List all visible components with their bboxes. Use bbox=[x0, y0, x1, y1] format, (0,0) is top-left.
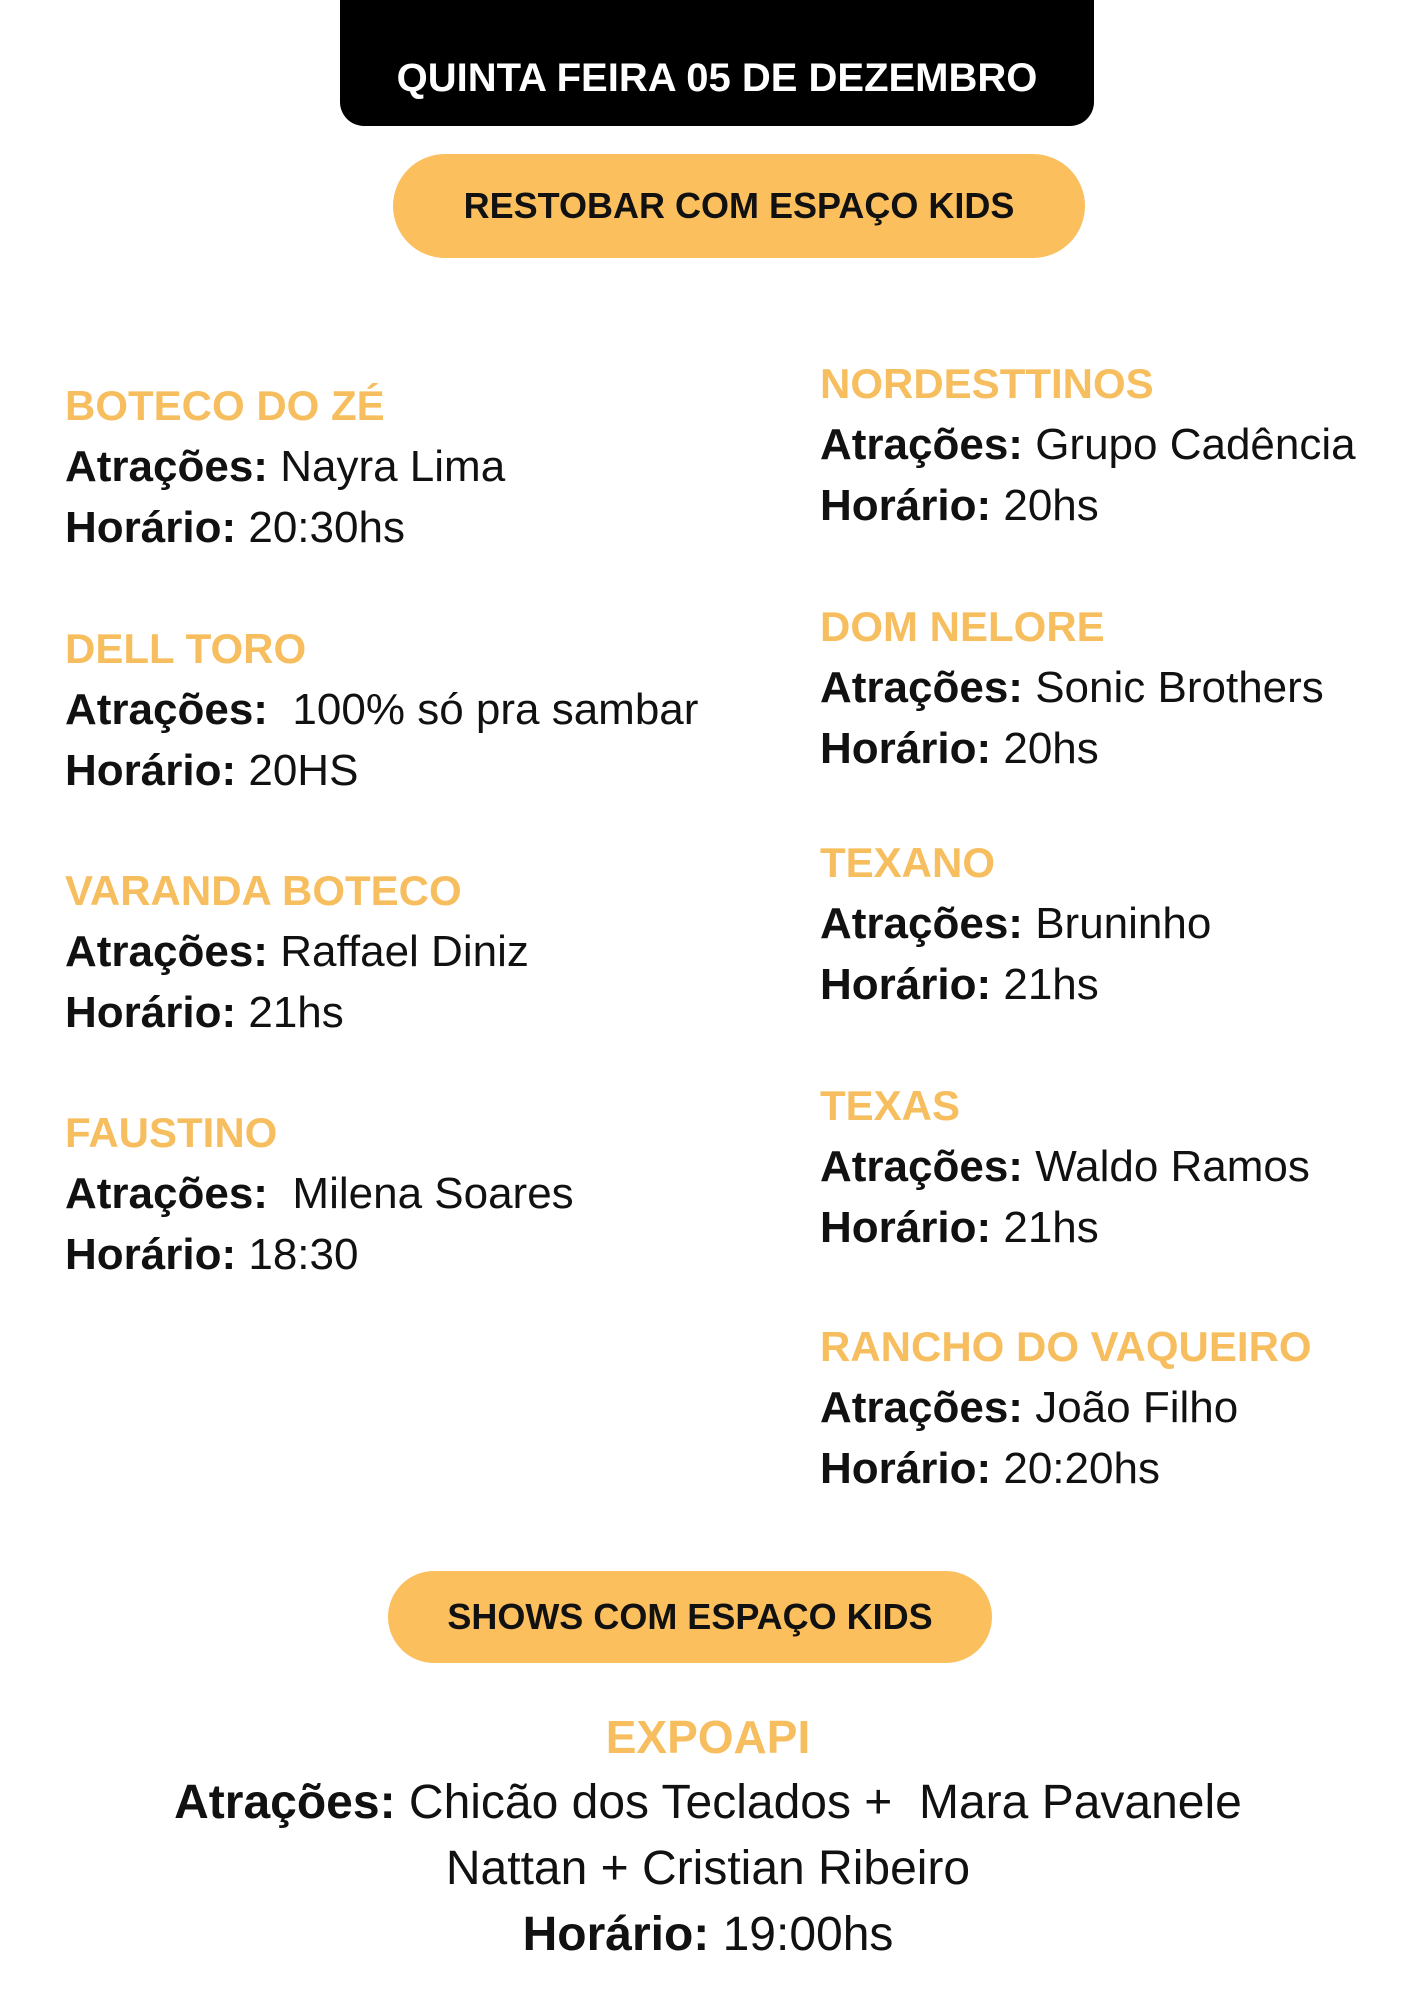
venue-name: NORDESTTINOS bbox=[820, 360, 1154, 407]
attractions-value: Milena Soares bbox=[280, 1169, 574, 1218]
expoapi-card bbox=[0, 1704, 1416, 1968]
schedule-line bbox=[820, 475, 1356, 536]
schedule-line bbox=[820, 1197, 1310, 1258]
schedule-line bbox=[65, 982, 529, 1043]
attractions-line bbox=[65, 921, 529, 982]
attractions-label: Atrações: bbox=[820, 663, 1023, 712]
schedule-label: Horário: bbox=[65, 988, 237, 1037]
venue-card bbox=[820, 353, 1356, 536]
schedule-value: 21hs bbox=[248, 988, 344, 1037]
venue-name: DELL TORO bbox=[65, 625, 307, 672]
schedule-value: 20:20hs bbox=[1003, 1444, 1160, 1493]
schedule-label: Horário: bbox=[65, 1230, 237, 1279]
schedule-value: 20hs bbox=[1003, 724, 1099, 773]
venue-name: RANCHO DO VAQUEIRO bbox=[820, 1323, 1312, 1370]
attractions-line bbox=[65, 1163, 574, 1224]
venue-name: EXPOAPI bbox=[605, 1711, 811, 1763]
attractions-label: Atrações: bbox=[820, 1383, 1023, 1432]
attractions-line bbox=[820, 1377, 1312, 1438]
schedule-label: Horário: bbox=[65, 746, 237, 795]
venue-card bbox=[820, 832, 1211, 1015]
attractions-line bbox=[820, 657, 1324, 718]
attractions-value: 100% só pra sambar bbox=[280, 685, 699, 734]
venue-name: BOTECO DO ZÉ bbox=[65, 382, 385, 429]
attractions-value: Waldo Ramos bbox=[1035, 1142, 1310, 1191]
schedule-label: Horário: bbox=[65, 503, 237, 552]
attractions-line bbox=[820, 893, 1211, 954]
attractions-value: Chicão dos Teclados + Mara Pavanele bbox=[408, 1776, 1242, 1829]
schedule-label: Horário: bbox=[820, 481, 992, 530]
schedule-line bbox=[65, 497, 505, 558]
attractions-label: Atrações: bbox=[820, 1142, 1023, 1191]
schedule-label: Horário: bbox=[820, 1203, 992, 1252]
attractions-line bbox=[0, 1770, 1416, 1836]
date-title: QUINTA FEIRA 05 DE DEZEMBRO bbox=[396, 56, 1038, 100]
attractions-value: Raffael Diniz bbox=[280, 927, 529, 976]
schedule-line bbox=[65, 1224, 574, 1285]
schedule-label: Horário: bbox=[820, 724, 992, 773]
schedule-label: Horário: bbox=[820, 1444, 992, 1493]
schedule-value: 20hs bbox=[1003, 481, 1099, 530]
venue-card bbox=[65, 1102, 574, 1285]
schedule-value: 19:00hs bbox=[722, 1908, 894, 1961]
attractions-label: Atrações: bbox=[820, 420, 1023, 469]
venue-card bbox=[820, 596, 1324, 779]
schedule-value: 21hs bbox=[1003, 1203, 1099, 1252]
attractions-value: João Filho bbox=[1035, 1383, 1239, 1432]
venue-name: TEXAS bbox=[820, 1082, 961, 1129]
attractions-value: Sonic Brothers bbox=[1035, 663, 1324, 712]
schedule-value: 21hs bbox=[1003, 960, 1099, 1009]
attractions-label: Atrações: bbox=[174, 1776, 396, 1829]
attractions-label: Atrações: bbox=[65, 442, 268, 491]
attractions-line bbox=[65, 436, 505, 497]
attractions-label: Atrações: bbox=[65, 1169, 268, 1218]
venue-card bbox=[65, 860, 529, 1043]
venue-card bbox=[65, 618, 698, 801]
schedule-line bbox=[0, 1902, 1416, 1968]
schedule-line bbox=[820, 718, 1324, 779]
schedule-line bbox=[65, 740, 698, 801]
shows-section-label: SHOWS COM ESPAÇO KIDS bbox=[388, 1571, 992, 1663]
attractions-label: Atrações: bbox=[65, 927, 268, 976]
schedule-value: 20:30hs bbox=[248, 503, 405, 552]
attractions-label: Atrações: bbox=[65, 685, 268, 734]
venue-name: VARANDA BOTECO bbox=[65, 867, 462, 914]
venue-name: DOM NELORE bbox=[820, 603, 1105, 650]
schedule-value: 20HS bbox=[248, 746, 359, 795]
attractions-line bbox=[65, 679, 698, 740]
schedule-line bbox=[820, 954, 1211, 1015]
schedule-label: Horário: bbox=[522, 1908, 710, 1961]
venue-card bbox=[65, 375, 505, 558]
schedule-value: 18:30 bbox=[248, 1230, 359, 1279]
attractions-value: Bruninho bbox=[1035, 899, 1212, 948]
restobar-section-label: RESTOBAR COM ESPAÇO KIDS bbox=[393, 154, 1085, 258]
schedule-label: Horário: bbox=[820, 960, 992, 1009]
venue-card bbox=[820, 1316, 1312, 1499]
attractions-line bbox=[820, 414, 1356, 475]
attractions-value: Nayra Lima bbox=[280, 442, 506, 491]
schedule-line bbox=[820, 1438, 1312, 1499]
venue-name: FAUSTINO bbox=[65, 1109, 278, 1156]
attractions-value-2: Nattan + Cristian Ribeiro bbox=[445, 1842, 971, 1895]
attractions-value: Grupo Cadência bbox=[1035, 420, 1356, 469]
date-header bbox=[340, 0, 1094, 126]
venue-card bbox=[820, 1075, 1310, 1258]
attractions-line bbox=[820, 1136, 1310, 1197]
attractions-label: Atrações: bbox=[820, 899, 1023, 948]
venue-name: TEXANO bbox=[820, 839, 996, 886]
attractions-line-2 bbox=[0, 1836, 1416, 1902]
